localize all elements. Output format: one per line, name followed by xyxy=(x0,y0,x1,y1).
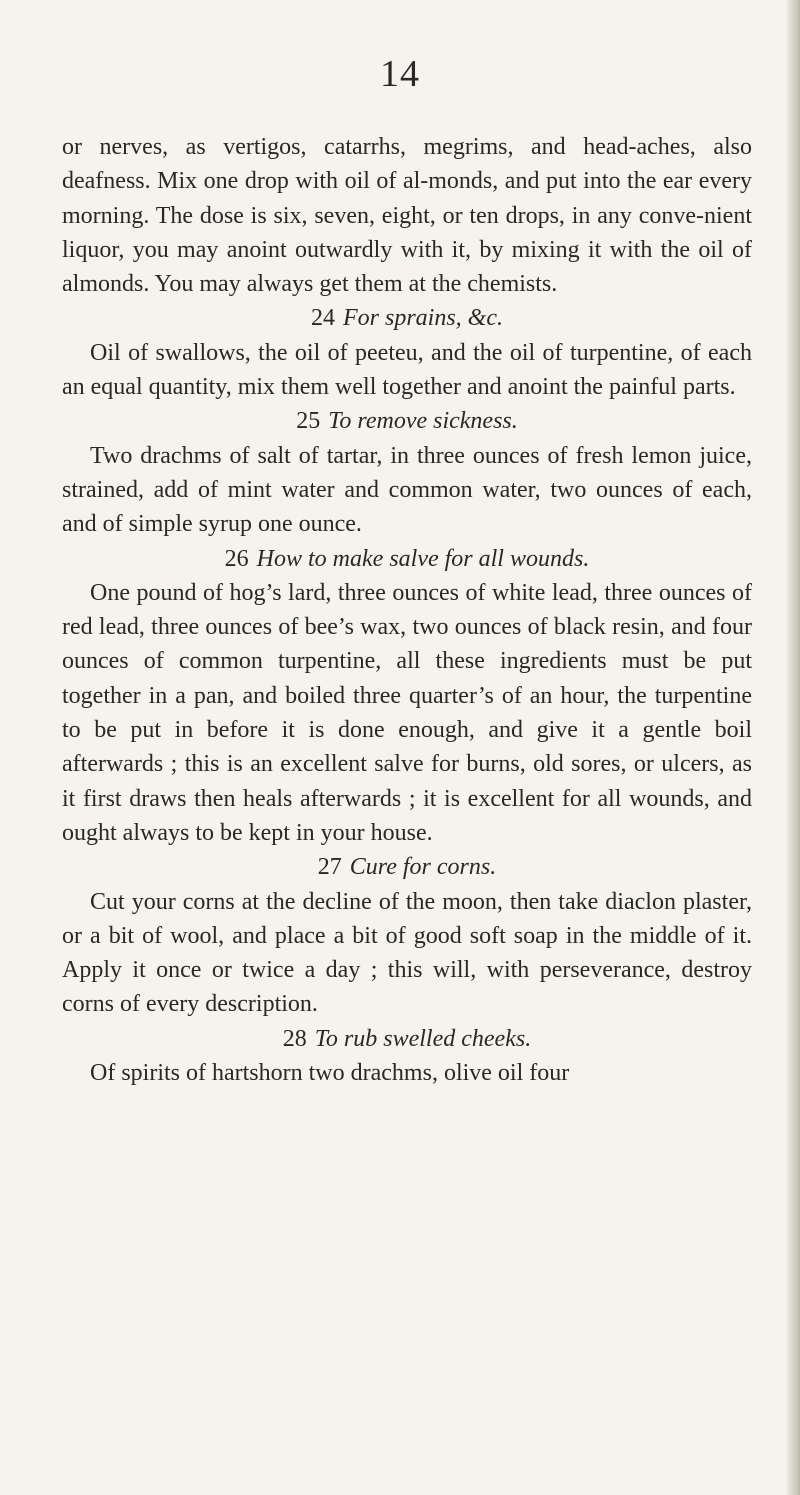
section-heading-28 xyxy=(62,1022,752,1056)
section-heading-24 xyxy=(62,301,752,335)
section-body-24: Oil of swallows, the oil of peeteu, and the oil of turpentine, of each an equal quantity, mix them well together and anoint the painful parts. xyxy=(62,339,752,401)
page-edge-shadow xyxy=(786,0,800,1495)
section-heading-27 xyxy=(62,850,752,884)
section-number: 28 xyxy=(282,1025,307,1052)
section-heading-26 xyxy=(62,542,752,576)
section-title: To rub swelled cheeks. xyxy=(314,1025,532,1052)
section-number: 24 xyxy=(310,305,335,332)
section-body-28: Of spirits of hartshorn two drachms, olive oil four xyxy=(90,1060,570,1087)
section-number: 25 xyxy=(296,408,321,435)
section-body-27: Cut your corns at the decline of the moon, then take diaclon plaster, or a bit of wool, and place a bit of good soft soap in the middle of it. Apply it once or twice a day ; this will, with perseverance, destroy corns of every description. xyxy=(62,888,752,1018)
section-body-25: Two drachms of salt of tartar, in three ounces of fresh lemon juice, strained, add of mint water and common water, two ounces of each, and of simple syrup one ounce. xyxy=(62,442,752,538)
section-heading-25 xyxy=(62,404,752,438)
section-title: To remove sickness. xyxy=(328,408,518,435)
section-title: Cure for corns. xyxy=(349,854,497,881)
intro-paragraph: or nerves, as vertigos, catarrhs, megrims, and head-aches, also deafness. Mix one drop with oil of al-monds, and put into the ear every morning. The dose is six, seven, eight, or ten drops, in any conve-nient liquor, you may anoint outwardly with it, by mixing it with the oil of almonds. You may always get them at the chemists. xyxy=(62,134,752,298)
page-number: 14 xyxy=(380,53,420,95)
page-text xyxy=(62,130,752,1090)
section-body-26: One pound of hog’s lard, three ounces of white lead, three ounces of red lead, three ounces of bee’s wax, two ounces of black resin, and four ounces of common turpentine, all these ingredients must be put together in a pan, and boiled three quarter’s of an hour, the turpentine to be put in before it is done enough, and give it a gentle boil afterwards ; this is an excellent salve for burns, old sores, or ulcers, as it first draws then heals afterwards ; it is excellent for all wounds, and ought always to be kept in your house. xyxy=(62,579,752,846)
section-number: 27 xyxy=(317,854,342,881)
section-number: 26 xyxy=(224,545,249,572)
section-title: For sprains, &c. xyxy=(342,305,503,332)
section-title: How to make salve for all wounds. xyxy=(256,545,590,572)
